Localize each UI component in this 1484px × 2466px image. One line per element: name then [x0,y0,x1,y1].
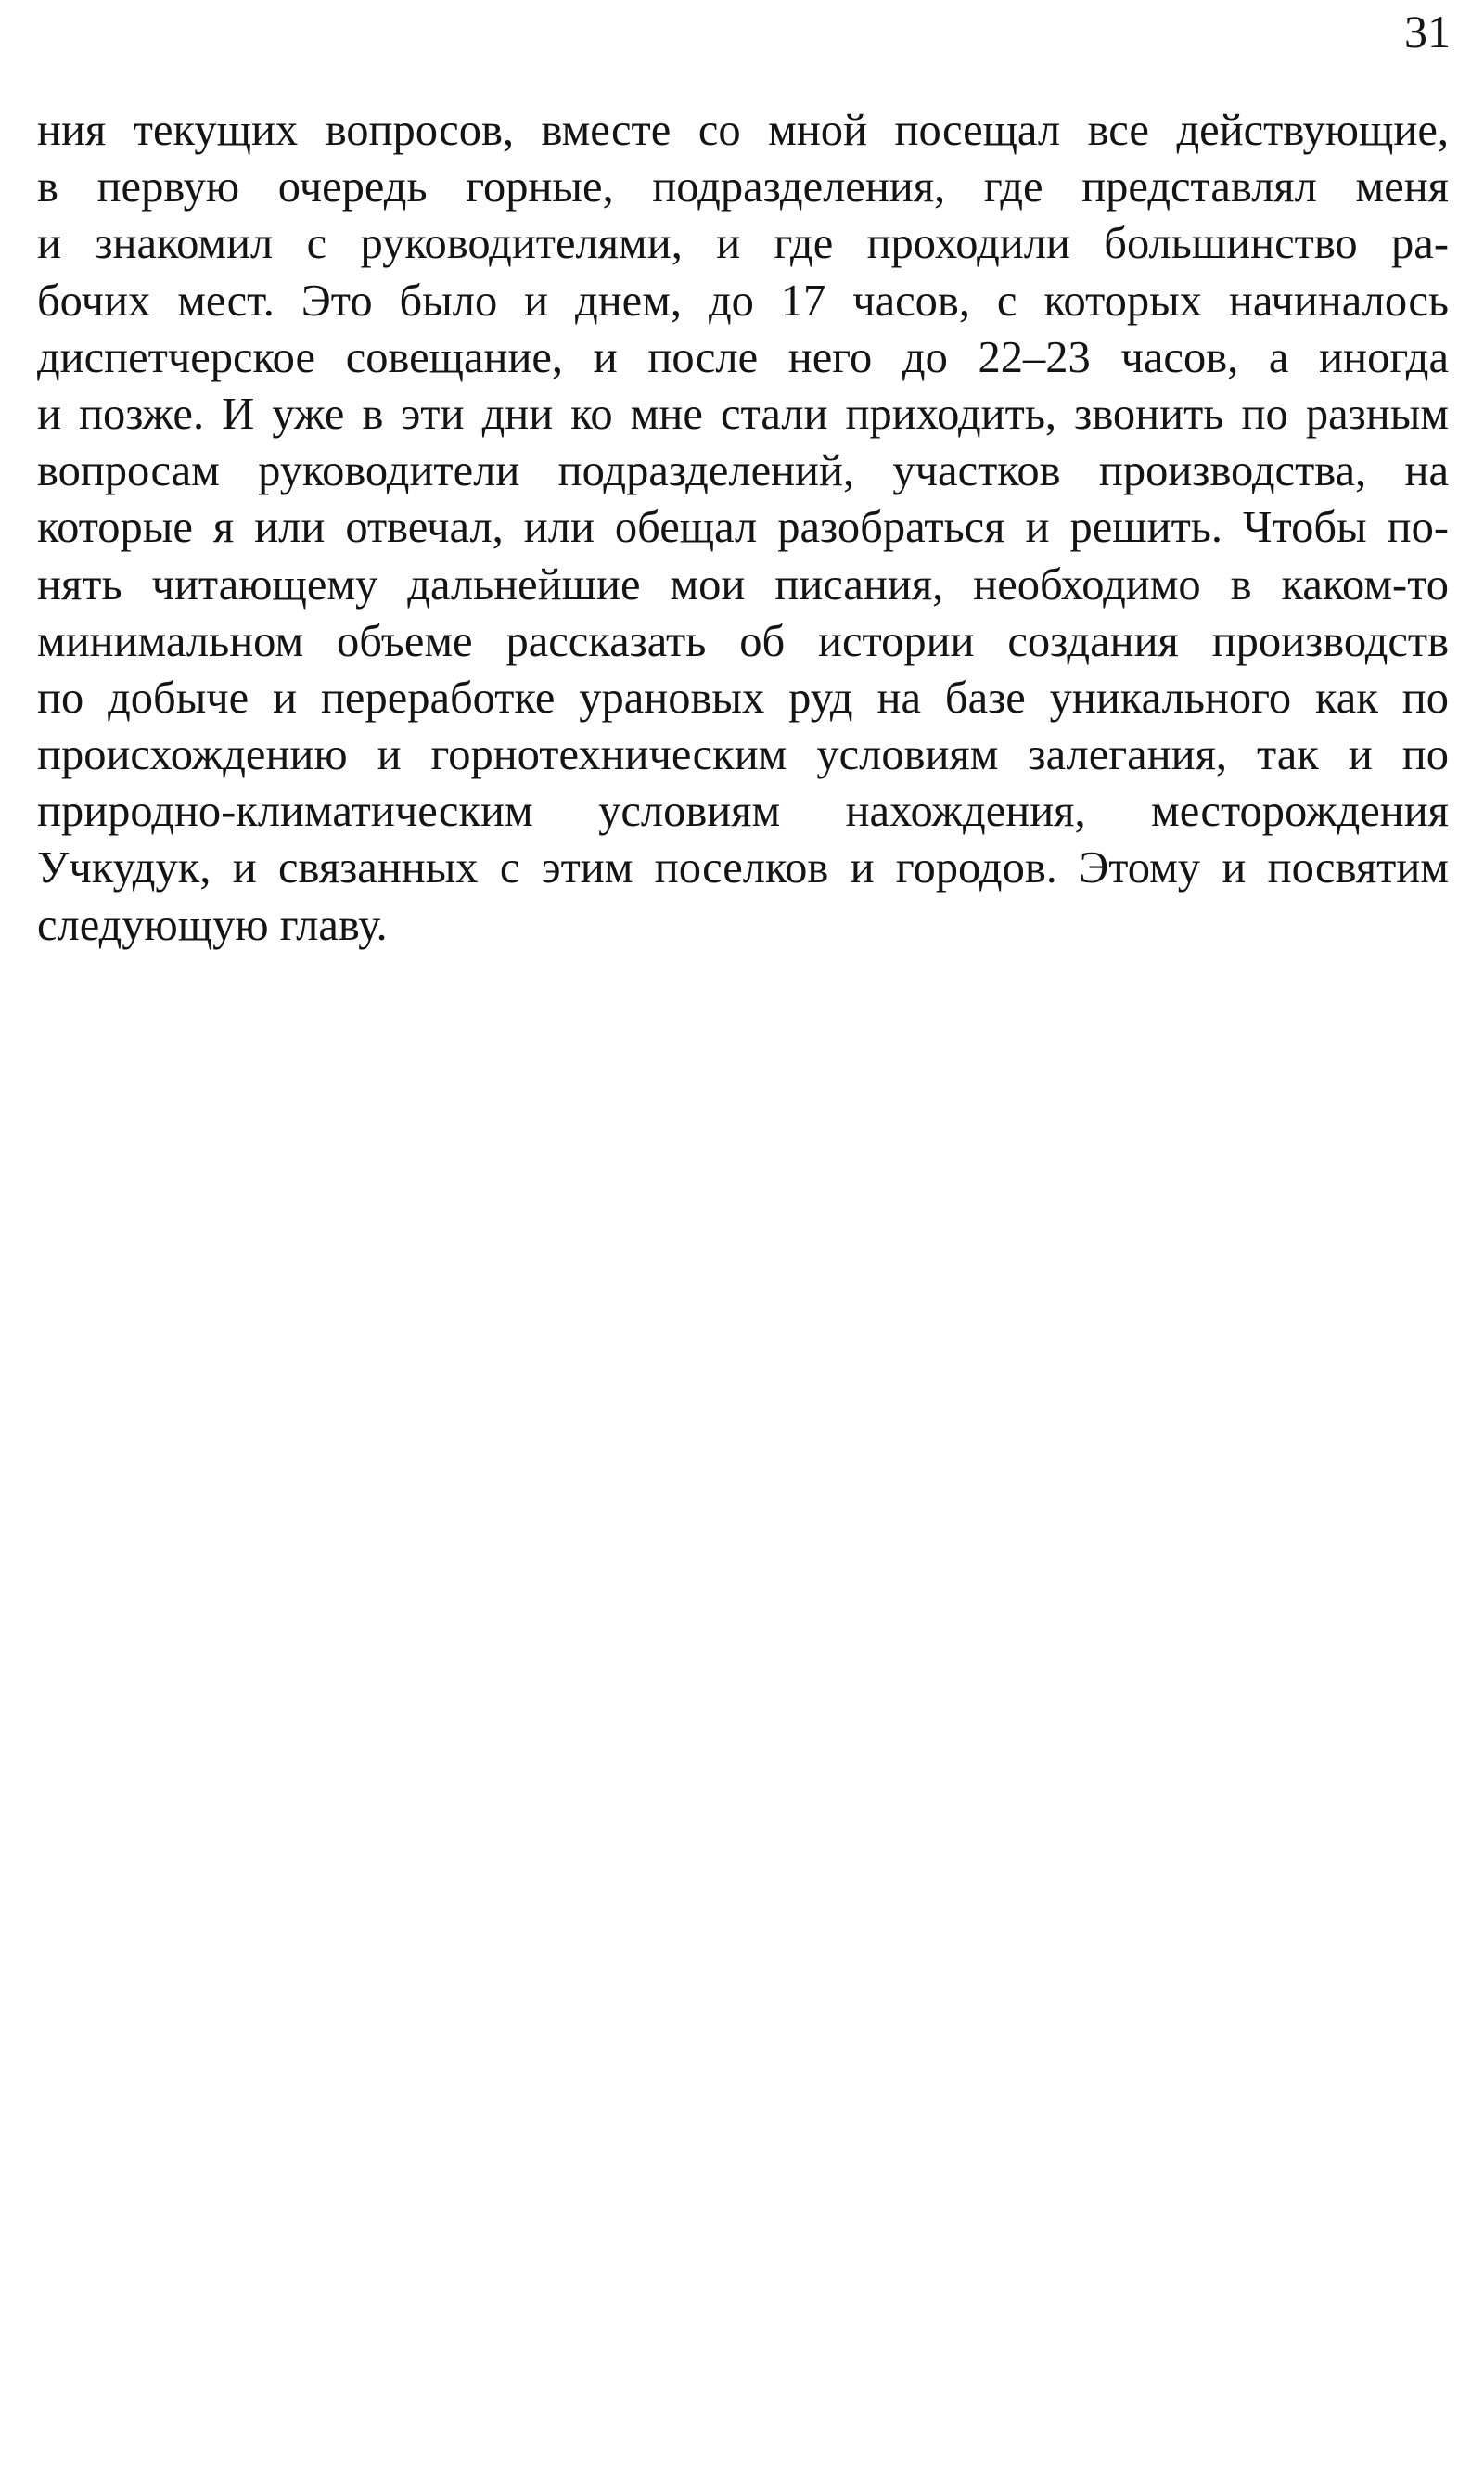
text-line: происхождению и горнотехническим условиям залегания, так и по [37,730,1449,780]
text-line: природно-климатическим условиям нахождения, месторождения [37,787,1449,837]
text-line: которые я или отвечал, или обещал разобраться и решить. Чтобы по- [37,503,1449,553]
text-line: следующую главу. [37,900,388,950]
page-number: 31 [1404,6,1451,58]
text-line: нять читающему дальнейшие мои писания, необходимо в каком-то [37,559,1449,610]
body-paragraph [37,102,1449,954]
text-line: Учкудук, и связанных с этим поселков и городов. Этому и посвятим [37,843,1449,893]
text-line: минимальном объеме рассказать об истории создания производств [37,616,1449,666]
text-line: в первую очередь горные, подразделения, где представлял меня [37,162,1449,212]
text-line: диспетчерское совещание, и после него до 22–23 часов, а иногда [37,332,1449,382]
text-line: вопросам руководители подразделений, участков производства, на [37,446,1449,496]
text-line: ния текущих вопросов, вместе со мной посещал все действующие, [37,106,1449,155]
text-line: и знакомил с руководителями, и где проходили большинство ра- [37,219,1449,269]
text-line: и позже. И уже в эти дни ко мне стали приходить, звонить по разным [37,389,1449,439]
text-line: бочих мест. Это было и днем, до 17 часов, с которых начиналось [37,276,1449,326]
text-line: по добыче и переработке урановых руд на базе уникального как по [37,673,1449,723]
